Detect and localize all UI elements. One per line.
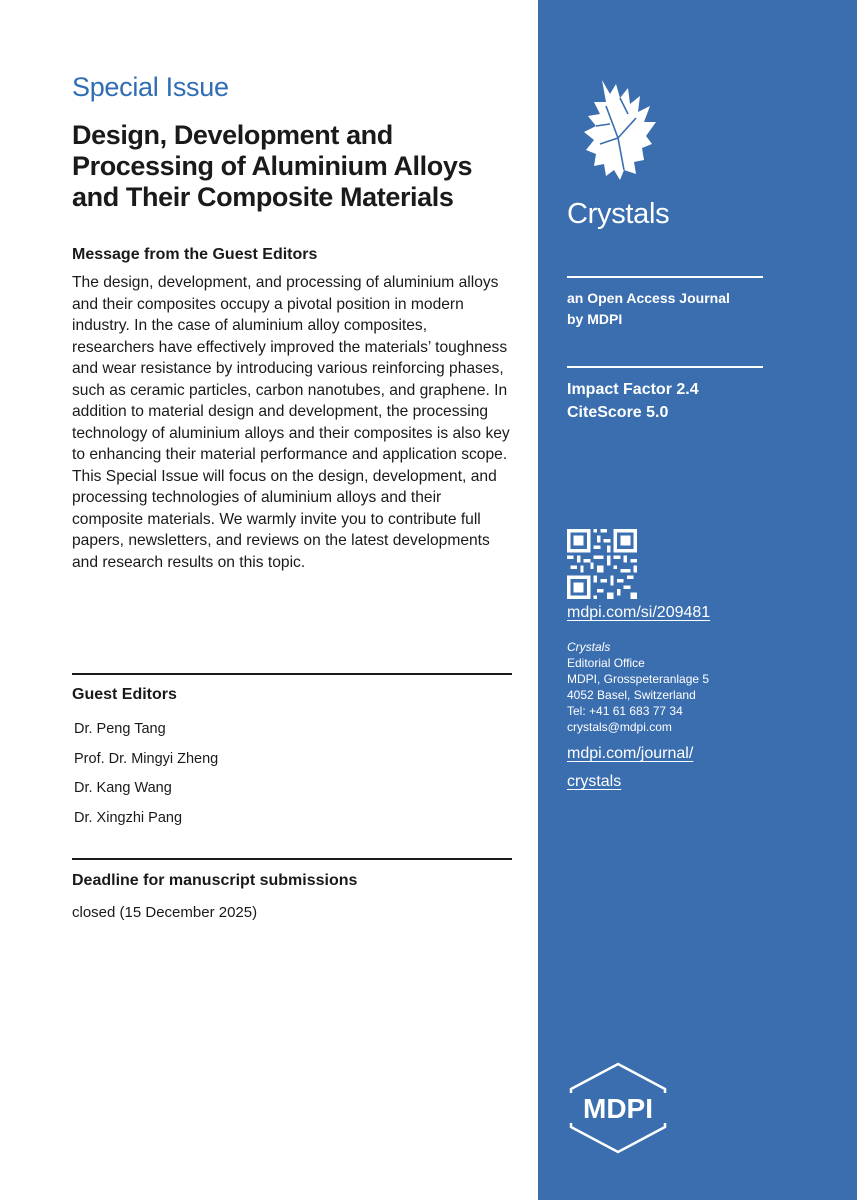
guest-editors-heading: Guest Editors xyxy=(72,686,177,703)
title-line: Design, Development and xyxy=(72,120,393,150)
open-access-statement xyxy=(567,288,797,330)
message-body xyxy=(72,272,512,573)
editorial-office xyxy=(567,639,709,735)
qr-code-icon xyxy=(567,529,637,599)
office-line: Tel: +41 61 683 77 34 xyxy=(567,704,683,718)
title-line: and Their Composite Materials xyxy=(72,182,454,212)
office-journal: Crystals xyxy=(567,640,611,654)
citescore: CiteScore 5.0 xyxy=(567,404,669,421)
divider xyxy=(567,366,763,368)
deadline-value: closed (15 December 2025) xyxy=(72,904,258,921)
journal-link[interactable]: crystals xyxy=(567,773,622,790)
guest-editors-list xyxy=(74,718,218,836)
guest-editor: Prof. Dr. Mingyi Zheng xyxy=(74,750,219,767)
crystal-icon xyxy=(580,78,662,182)
special-issue-link[interactable]: mdpi.com/si/209481 xyxy=(567,604,711,621)
special-issue-title xyxy=(72,120,522,213)
guest-editor: Dr. Peng Tang xyxy=(74,721,166,737)
journal-link[interactable]: mdpi.com/journal/ xyxy=(567,745,694,762)
journal-name: Crystals xyxy=(567,198,670,230)
deadline-heading: Deadline for manuscript submissions xyxy=(72,872,358,889)
office-line: 4052 Basel, Switzerland xyxy=(567,688,696,702)
special-issue-label: Special Issue xyxy=(72,72,229,102)
publisher-name: MDPI xyxy=(583,1093,653,1124)
message-heading: Message from the Guest Editors xyxy=(72,246,318,263)
divider xyxy=(72,858,512,860)
mdpi-logo-icon xyxy=(565,1062,671,1154)
message-paragraph: The design, development, and processing of aluminium alloys and their composites occupy a pivotal position in modern industry. In the case of aluminium alloy composites, researchers have effectively improved the materials’ toughness and wear resistance by introducing various reinforcing phases, such as ceramic particles, carbon nanotubes, and graphene. In addition to material design and development, the processing technology of aluminium alloys and their composites is also key to enhancing their material performance and application scope. xyxy=(72,274,510,463)
divider xyxy=(567,276,763,278)
open-access-line: by MDPI xyxy=(567,311,623,327)
title-line: Processing of Aluminium Alloys xyxy=(72,151,473,181)
guest-editor: Dr. Kang Wang xyxy=(74,780,172,796)
office-line: MDPI, Grosspeteranlage 5 xyxy=(567,672,710,686)
office-email[interactable]: crystals@mdpi.com xyxy=(567,720,672,734)
divider xyxy=(72,673,512,675)
open-access-line: an Open Access Journal xyxy=(567,290,730,306)
message-paragraph: This Special Issue will focus on the design, development, and processing technologies of aluminium alloys and their composite materials. We warmly invite you to contribute full papers, newsletters, and reviews on the latest developments and research results on this topic. xyxy=(72,467,497,571)
office-line: Editorial Office xyxy=(567,656,645,670)
impact-factor: Impact Factor 2.4 xyxy=(567,381,699,398)
guest-editor: Dr. Xingzhi Pang xyxy=(74,809,183,826)
journal-sidebar xyxy=(538,0,857,1200)
